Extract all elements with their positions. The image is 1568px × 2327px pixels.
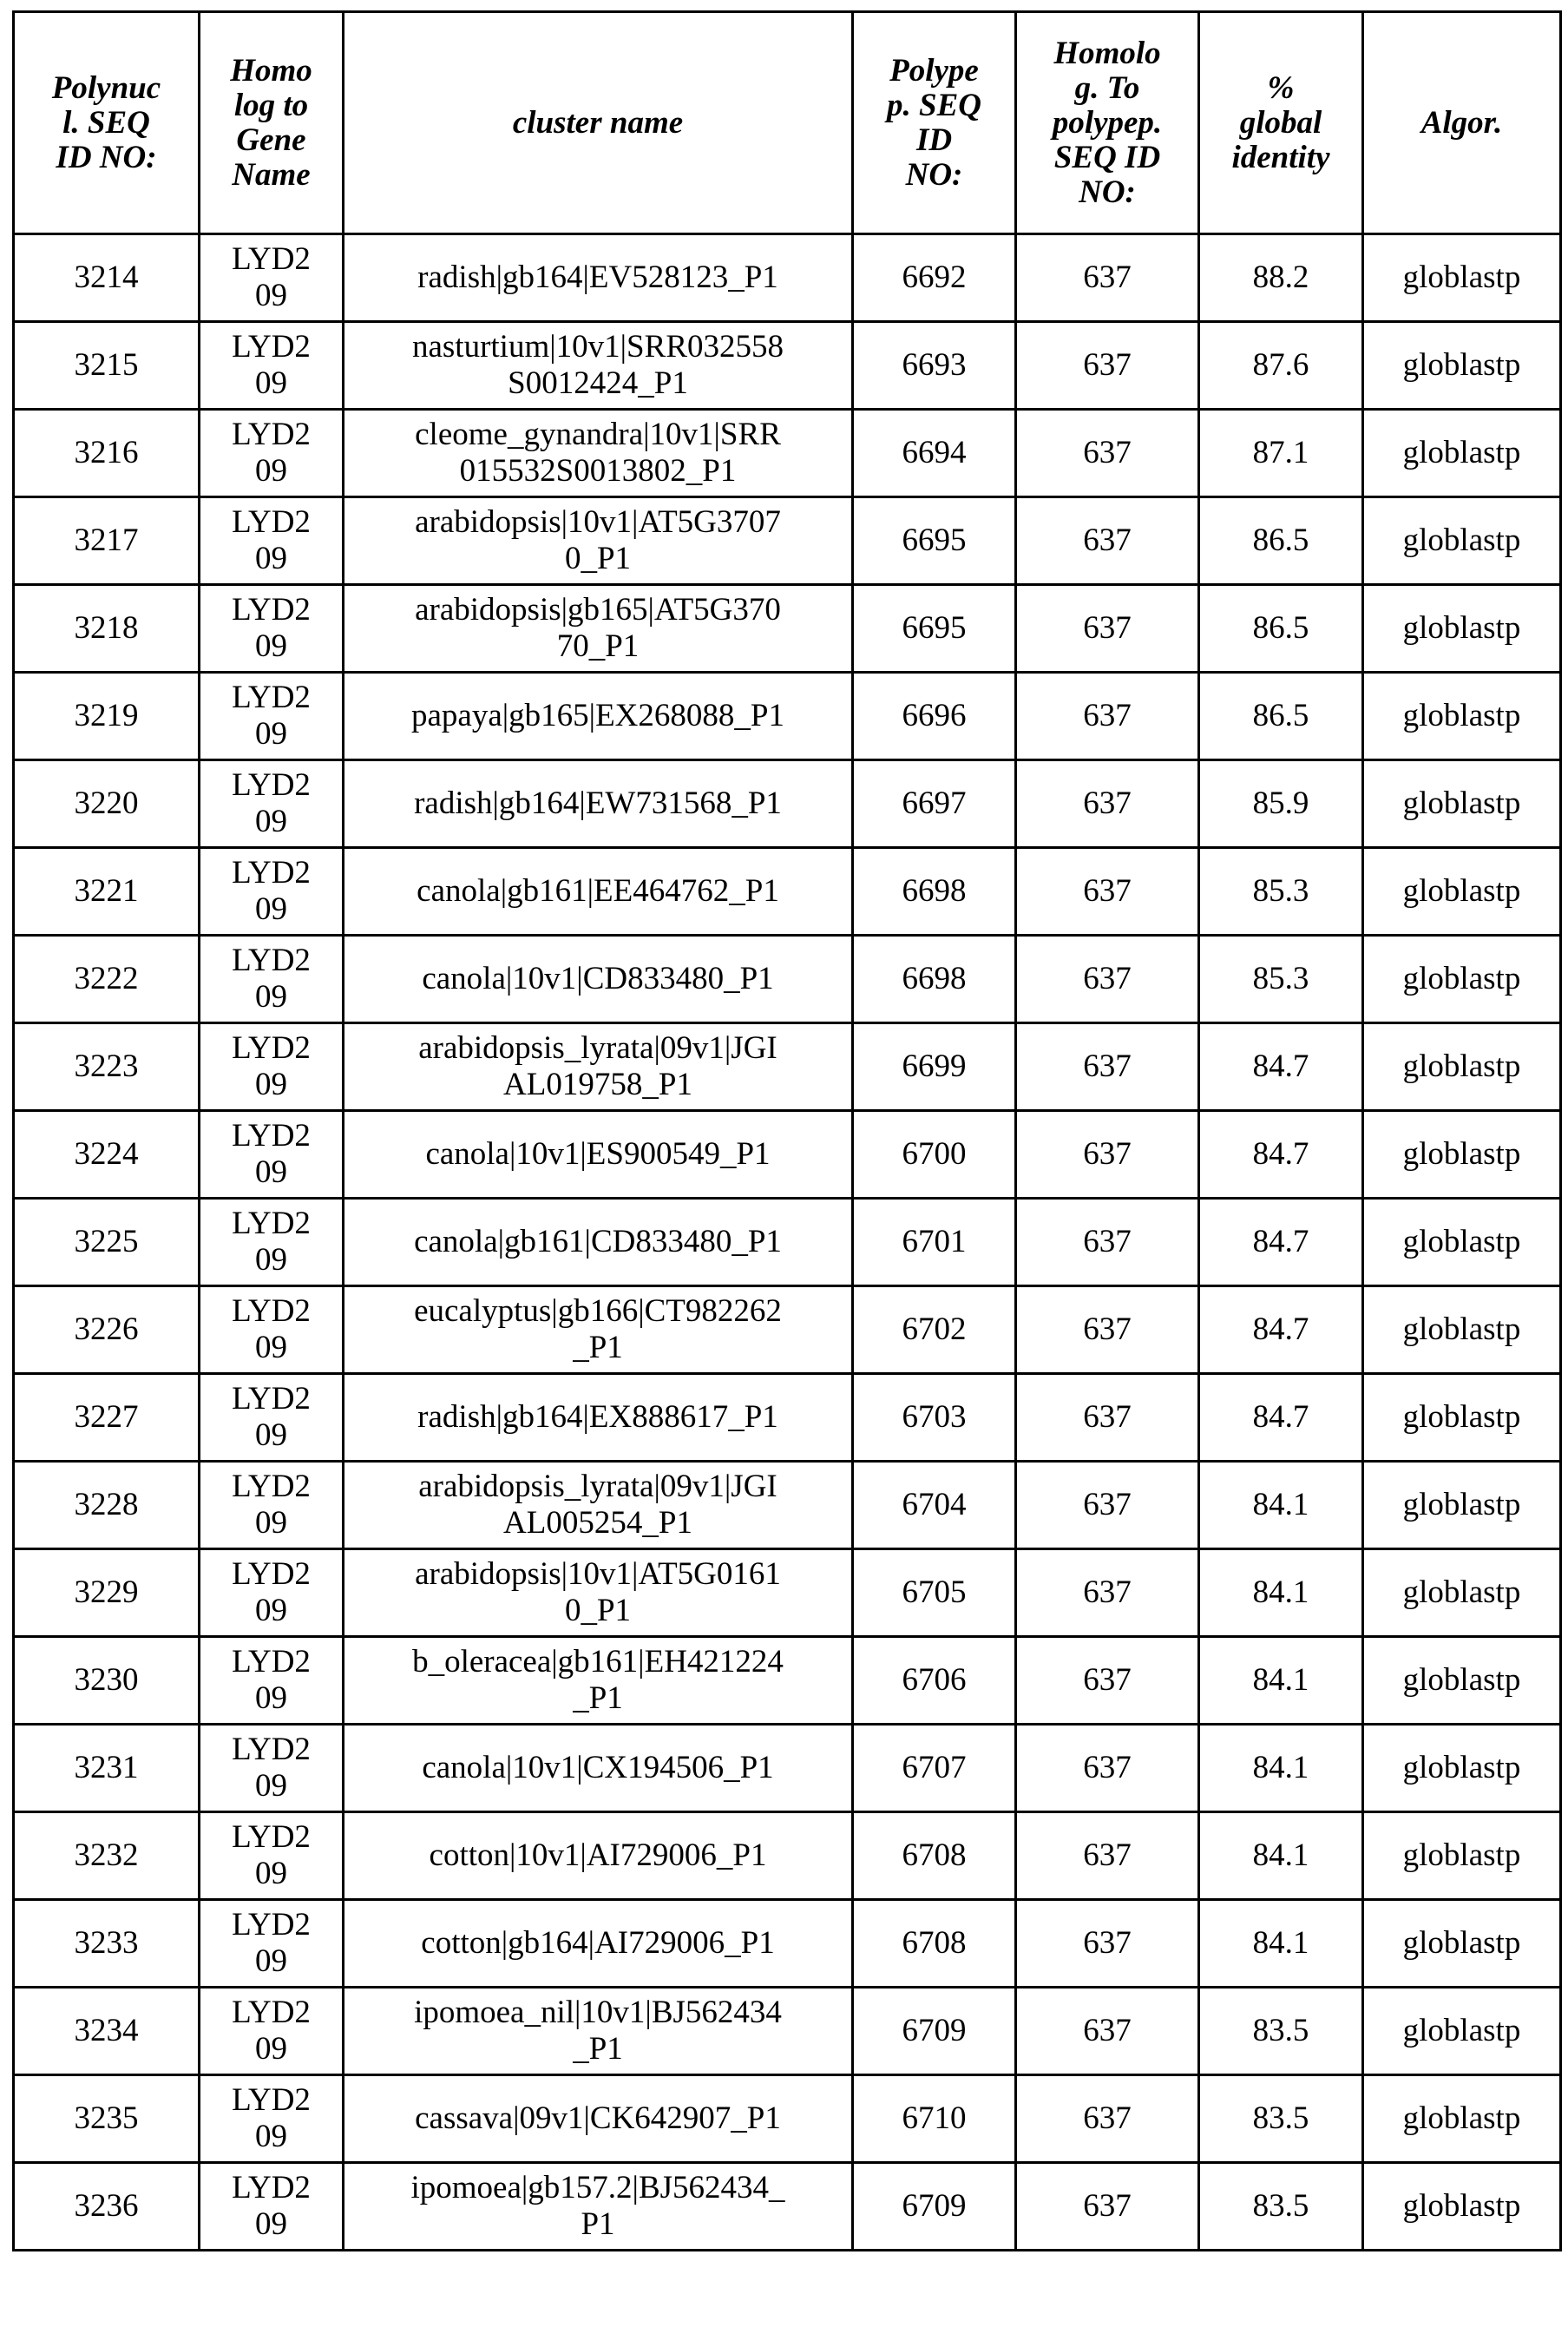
cell-homolog-polypep-seq-id: 637 [1016, 2075, 1199, 2163]
table-row [14, 1374, 1561, 1462]
cell-global-identity: 83.5 [1199, 2163, 1363, 2251]
cell-gene-name: LYD2 09 [200, 1462, 344, 1549]
cell-homolog-polypep-seq-id: 637 [1016, 322, 1199, 410]
table-row [14, 1462, 1561, 1549]
cell-polynucl-seq-id: 3235 [14, 2075, 200, 2163]
cell-cluster-name: canola|10v1|CD833480_P1 [344, 936, 853, 1023]
cell-homolog-polypep-seq-id: 637 [1016, 936, 1199, 1023]
cell-global-identity: 83.5 [1199, 2075, 1363, 2163]
cell-cluster-name: cotton|gb164|AI729006_P1 [344, 1900, 853, 1988]
cell-global-identity: 84.1 [1199, 1637, 1363, 1725]
cell-global-identity: 84.7 [1199, 1199, 1363, 1286]
cell-cluster-name: ipomoea|gb157.2|BJ562434_ P1 [344, 2163, 853, 2251]
table-row [14, 760, 1561, 848]
cell-homolog-polypep-seq-id: 637 [1016, 1812, 1199, 1900]
cell-polynucl-seq-id: 3222 [14, 936, 200, 1023]
table-row [14, 1023, 1561, 1111]
cell-cluster-name: ipomoea_nil|10v1|BJ562434 _P1 [344, 1988, 853, 2075]
cell-polynucl-seq-id: 3230 [14, 1637, 200, 1725]
cell-algorithm: globlastp [1363, 410, 1561, 497]
table-row [14, 848, 1561, 936]
cell-global-identity: 84.1 [1199, 1462, 1363, 1549]
table-row [14, 1725, 1561, 1812]
cell-cluster-name: eucalyptus|gb166|CT982262 _P1 [344, 1286, 853, 1374]
cell-polynucl-seq-id: 3224 [14, 1111, 200, 1199]
cell-polypep-seq-id: 6708 [853, 1812, 1016, 1900]
table-row [14, 410, 1561, 497]
cell-polypep-seq-id: 6706 [853, 1637, 1016, 1725]
cell-global-identity: 85.9 [1199, 760, 1363, 848]
cell-cluster-name: arabidopsis|10v1|AT5G3707 0_P1 [344, 497, 853, 585]
cell-gene-name: LYD2 09 [200, 1199, 344, 1286]
cell-homolog-polypep-seq-id: 637 [1016, 1462, 1199, 1549]
cell-homolog-polypep-seq-id: 637 [1016, 234, 1199, 322]
table-row [14, 1549, 1561, 1637]
cell-polypep-seq-id: 6703 [853, 1374, 1016, 1462]
cell-homolog-polypep-seq-id: 637 [1016, 1286, 1199, 1374]
cell-polypep-seq-id: 6695 [853, 497, 1016, 585]
cell-polypep-seq-id: 6698 [853, 848, 1016, 936]
cell-homolog-polypep-seq-id: 637 [1016, 497, 1199, 585]
cell-algorithm: globlastp [1363, 760, 1561, 848]
table-row [14, 1900, 1561, 1988]
cell-gene-name: LYD2 09 [200, 936, 344, 1023]
cell-cluster-name: nasturtium|10v1|SRR032558 S0012424_P1 [344, 322, 853, 410]
cell-cluster-name: cleome_gynandra|10v1|SRR 015532S0013802_P1 [344, 410, 853, 497]
cell-homolog-polypep-seq-id: 637 [1016, 673, 1199, 760]
cell-polypep-seq-id: 6708 [853, 1900, 1016, 1988]
cell-cluster-name: b_oleracea|gb161|EH421224 _P1 [344, 1637, 853, 1725]
cell-cluster-name: arabidopsis|10v1|AT5G0161 0_P1 [344, 1549, 853, 1637]
cell-gene-name: LYD2 09 [200, 2075, 344, 2163]
cell-gene-name: LYD2 09 [200, 410, 344, 497]
cell-polynucl-seq-id: 3233 [14, 1900, 200, 1988]
cell-gene-name: LYD2 09 [200, 1725, 344, 1812]
header-cluster-name: cluster name [344, 12, 853, 234]
cell-homolog-polypep-seq-id: 637 [1016, 1988, 1199, 2075]
cell-polypep-seq-id: 6707 [853, 1725, 1016, 1812]
cell-algorithm: globlastp [1363, 848, 1561, 936]
table-row [14, 1637, 1561, 1725]
cell-global-identity: 84.1 [1199, 1812, 1363, 1900]
cell-polynucl-seq-id: 3232 [14, 1812, 200, 1900]
cell-algorithm: globlastp [1363, 1462, 1561, 1549]
header-global-identity: % global identity [1199, 12, 1363, 234]
cell-algorithm: globlastp [1363, 1286, 1561, 1374]
cell-algorithm: globlastp [1363, 585, 1561, 673]
cell-global-identity: 85.3 [1199, 848, 1363, 936]
cell-algorithm: globlastp [1363, 1374, 1561, 1462]
cell-gene-name: LYD2 09 [200, 848, 344, 936]
cell-cluster-name: arabidopsis|gb165|AT5G370 70_P1 [344, 585, 853, 673]
cell-homolog-polypep-seq-id: 637 [1016, 1374, 1199, 1462]
cell-homolog-polypep-seq-id: 637 [1016, 1111, 1199, 1199]
cell-gene-name: LYD2 09 [200, 2163, 344, 2251]
table-row [14, 2075, 1561, 2163]
cell-polypep-seq-id: 6694 [853, 410, 1016, 497]
table-row [14, 1812, 1561, 1900]
cell-polypep-seq-id: 6696 [853, 673, 1016, 760]
cell-global-identity: 84.1 [1199, 1549, 1363, 1637]
cell-algorithm: globlastp [1363, 673, 1561, 760]
cell-global-identity: 86.5 [1199, 585, 1363, 673]
cell-global-identity: 84.7 [1199, 1111, 1363, 1199]
cell-polypep-seq-id: 6704 [853, 1462, 1016, 1549]
cell-polynucl-seq-id: 3236 [14, 2163, 200, 2251]
cell-cluster-name: radish|gb164|EX888617_P1 [344, 1374, 853, 1462]
table-row [14, 585, 1561, 673]
cell-homolog-polypep-seq-id: 637 [1016, 1023, 1199, 1111]
cell-polypep-seq-id: 6701 [853, 1199, 1016, 1286]
cell-polypep-seq-id: 6709 [853, 2163, 1016, 2251]
cell-algorithm: globlastp [1363, 497, 1561, 585]
cell-algorithm: globlastp [1363, 1900, 1561, 1988]
cell-polypep-seq-id: 6693 [853, 322, 1016, 410]
cell-homolog-polypep-seq-id: 637 [1016, 1199, 1199, 1286]
cell-algorithm: globlastp [1363, 936, 1561, 1023]
cell-polynucl-seq-id: 3229 [14, 1549, 200, 1637]
cell-homolog-polypep-seq-id: 637 [1016, 1549, 1199, 1637]
table-row [14, 234, 1561, 322]
cell-algorithm: globlastp [1363, 234, 1561, 322]
cell-polynucl-seq-id: 3223 [14, 1023, 200, 1111]
header-homolog-gene-name: Homo log to Gene Name [200, 12, 344, 234]
cell-polypep-seq-id: 6697 [853, 760, 1016, 848]
cell-algorithm: globlastp [1363, 1111, 1561, 1199]
cell-gene-name: LYD2 09 [200, 322, 344, 410]
cell-global-identity: 87.1 [1199, 410, 1363, 497]
cell-polypep-seq-id: 6692 [853, 234, 1016, 322]
cell-gene-name: LYD2 09 [200, 585, 344, 673]
table-header [14, 12, 1561, 234]
header-row [14, 12, 1561, 234]
cell-global-identity: 86.5 [1199, 497, 1363, 585]
cell-cluster-name: cassava|09v1|CK642907_P1 [344, 2075, 853, 2163]
cell-global-identity: 87.6 [1199, 322, 1363, 410]
cell-homolog-polypep-seq-id: 637 [1016, 1637, 1199, 1725]
cell-polypep-seq-id: 6695 [853, 585, 1016, 673]
cell-polynucl-seq-id: 3228 [14, 1462, 200, 1549]
cell-homolog-polypep-seq-id: 637 [1016, 760, 1199, 848]
cell-gene-name: LYD2 09 [200, 673, 344, 760]
cell-global-identity: 84.7 [1199, 1374, 1363, 1462]
header-polypep-seq-id: Polype p. SEQ ID NO: [853, 12, 1016, 234]
cell-polypep-seq-id: 6710 [853, 2075, 1016, 2163]
cell-polynucl-seq-id: 3221 [14, 848, 200, 936]
cell-gene-name: LYD2 09 [200, 1286, 344, 1374]
cell-homolog-polypep-seq-id: 637 [1016, 1900, 1199, 1988]
cell-global-identity: 86.5 [1199, 673, 1363, 760]
cell-cluster-name: canola|10v1|ES900549_P1 [344, 1111, 853, 1199]
cell-cluster-name: papaya|gb165|EX268088_P1 [344, 673, 853, 760]
cell-polynucl-seq-id: 3215 [14, 322, 200, 410]
cell-gene-name: LYD2 09 [200, 1023, 344, 1111]
cell-gene-name: LYD2 09 [200, 1549, 344, 1637]
cell-polynucl-seq-id: 3225 [14, 1199, 200, 1286]
cell-algorithm: globlastp [1363, 1199, 1561, 1286]
header-polynucl-seq-id: Polynuc l. SEQ ID NO: [14, 12, 200, 234]
cell-global-identity: 83.5 [1199, 1988, 1363, 2075]
header-homolog-polypep-seq-id: Homolo g. To polypep. SEQ ID NO: [1016, 12, 1199, 234]
table-row [14, 497, 1561, 585]
cell-algorithm: globlastp [1363, 322, 1561, 410]
cell-homolog-polypep-seq-id: 637 [1016, 2163, 1199, 2251]
cell-homolog-polypep-seq-id: 637 [1016, 1725, 1199, 1812]
table-row [14, 1199, 1561, 1286]
cell-global-identity: 84.7 [1199, 1286, 1363, 1374]
cell-gene-name: LYD2 09 [200, 1900, 344, 1988]
header-algorithm: Algor. [1363, 12, 1561, 234]
cell-homolog-polypep-seq-id: 637 [1016, 410, 1199, 497]
cell-homolog-polypep-seq-id: 637 [1016, 585, 1199, 673]
cell-gene-name: LYD2 09 [200, 1111, 344, 1199]
cell-gene-name: LYD2 09 [200, 1374, 344, 1462]
cell-polypep-seq-id: 6705 [853, 1549, 1016, 1637]
cell-gene-name: LYD2 09 [200, 234, 344, 322]
cell-polynucl-seq-id: 3231 [14, 1725, 200, 1812]
cell-cluster-name: radish|gb164|EW731568_P1 [344, 760, 853, 848]
cell-gene-name: LYD2 09 [200, 1812, 344, 1900]
cell-algorithm: globlastp [1363, 1549, 1561, 1637]
cell-polynucl-seq-id: 3227 [14, 1374, 200, 1462]
table-row [14, 2163, 1561, 2251]
cell-gene-name: LYD2 09 [200, 760, 344, 848]
cell-algorithm: globlastp [1363, 1637, 1561, 1725]
table-row [14, 322, 1561, 410]
cell-cluster-name: arabidopsis_lyrata|09v1|JGI AL019758_P1 [344, 1023, 853, 1111]
cell-polynucl-seq-id: 3214 [14, 234, 200, 322]
cell-polynucl-seq-id: 3234 [14, 1988, 200, 2075]
cell-cluster-name: radish|gb164|EV528123_P1 [344, 234, 853, 322]
cell-cluster-name: canola|gb161|CD833480_P1 [344, 1199, 853, 1286]
cell-gene-name: LYD2 09 [200, 497, 344, 585]
cell-polynucl-seq-id: 3219 [14, 673, 200, 760]
cell-algorithm: globlastp [1363, 1023, 1561, 1111]
cell-global-identity: 84.1 [1199, 1725, 1363, 1812]
cell-cluster-name: canola|gb161|EE464762_P1 [344, 848, 853, 936]
table-row [14, 936, 1561, 1023]
table-row [14, 1286, 1561, 1374]
cell-homolog-polypep-seq-id: 637 [1016, 848, 1199, 936]
cell-polynucl-seq-id: 3226 [14, 1286, 200, 1374]
cell-global-identity: 85.3 [1199, 936, 1363, 1023]
cell-gene-name: LYD2 09 [200, 1988, 344, 2075]
cell-algorithm: globlastp [1363, 1812, 1561, 1900]
cell-polynucl-seq-id: 3218 [14, 585, 200, 673]
homolog-table [12, 10, 1562, 2251]
table-row [14, 1988, 1561, 2075]
cell-polynucl-seq-id: 3216 [14, 410, 200, 497]
cell-cluster-name: cotton|10v1|AI729006_P1 [344, 1812, 853, 1900]
cell-polypep-seq-id: 6700 [853, 1111, 1016, 1199]
cell-gene-name: LYD2 09 [200, 1637, 344, 1725]
table-row [14, 1111, 1561, 1199]
cell-algorithm: globlastp [1363, 1725, 1561, 1812]
cell-polypep-seq-id: 6702 [853, 1286, 1016, 1374]
cell-global-identity: 88.2 [1199, 234, 1363, 322]
cell-algorithm: globlastp [1363, 2075, 1561, 2163]
cell-global-identity: 84.1 [1199, 1900, 1363, 1988]
cell-cluster-name: canola|10v1|CX194506_P1 [344, 1725, 853, 1812]
cell-global-identity: 84.7 [1199, 1023, 1363, 1111]
cell-algorithm: globlastp [1363, 1988, 1561, 2075]
table-row [14, 673, 1561, 760]
table-body [14, 234, 1561, 2251]
cell-polynucl-seq-id: 3217 [14, 497, 200, 585]
cell-cluster-name: arabidopsis_lyrata|09v1|JGI AL005254_P1 [344, 1462, 853, 1549]
cell-polynucl-seq-id: 3220 [14, 760, 200, 848]
cell-polypep-seq-id: 6709 [853, 1988, 1016, 2075]
cell-polypep-seq-id: 6699 [853, 1023, 1016, 1111]
cell-algorithm: globlastp [1363, 2163, 1561, 2251]
cell-polypep-seq-id: 6698 [853, 936, 1016, 1023]
